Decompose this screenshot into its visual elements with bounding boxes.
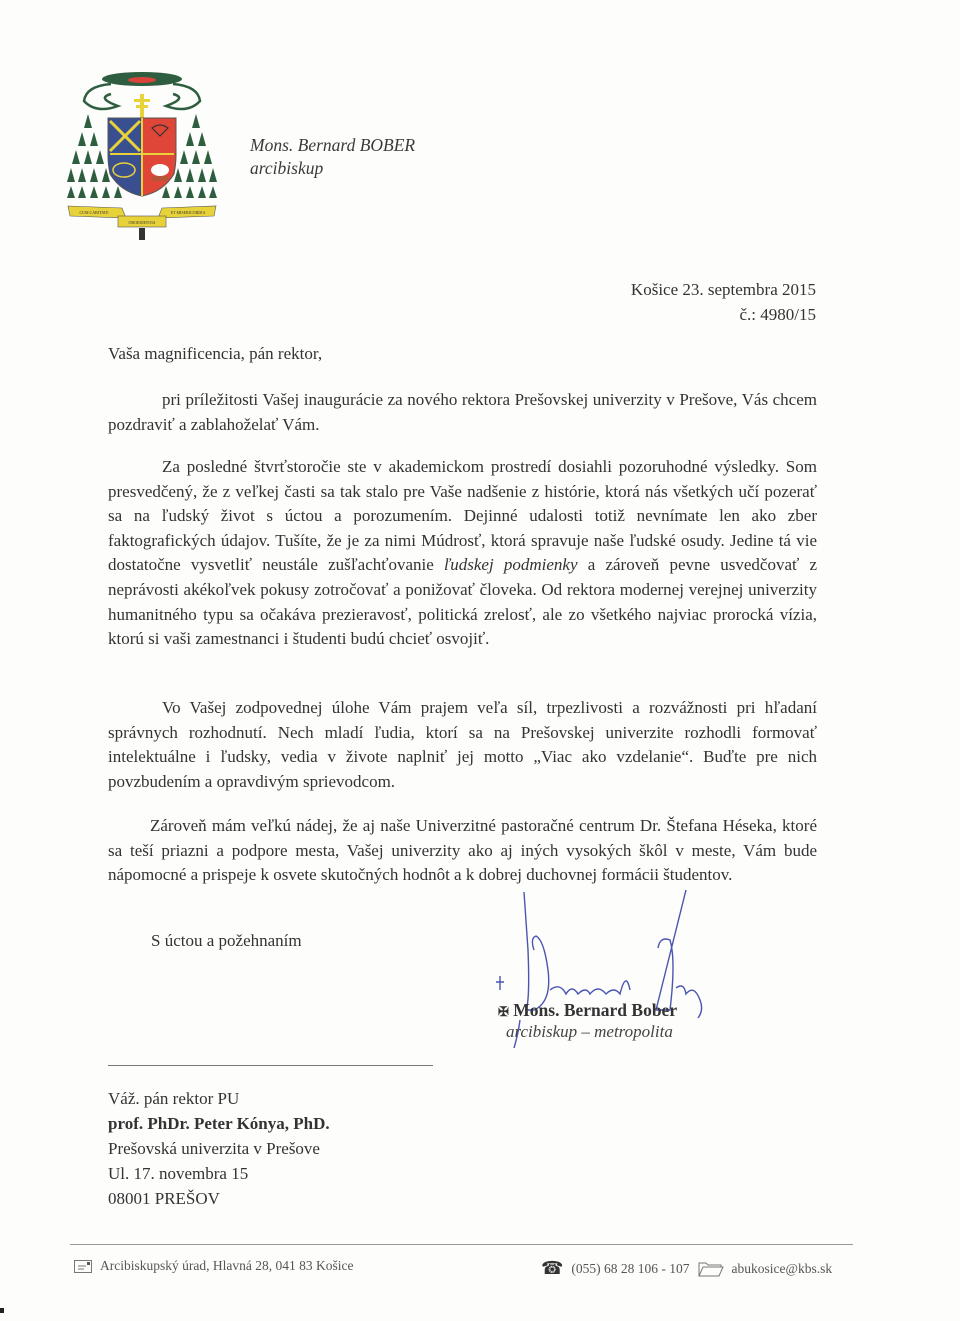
telephone-icon: ☎ <box>541 1258 564 1278</box>
letterhead-name: Mons. Bernard BOBER <box>250 135 416 155</box>
reference-number: č.: 4980/15 <box>739 305 816 324</box>
closing: S úctou a požehnaním <box>151 931 302 950</box>
coat-of-arms <box>66 66 218 244</box>
paragraph-3 <box>108 696 817 794</box>
svg-text:ET MISERICORDIA: ET MISERICORDIA <box>170 210 206 215</box>
svg-text:CUM CARITATE: CUM CARITATE <box>79 210 109 215</box>
salutation: Vaša magnificencia, pán rektor, <box>108 344 323 363</box>
paragraph-2 <box>108 455 817 652</box>
recipient-street: Ul. 17. novembra 15 <box>108 1164 249 1183</box>
recipient-city: 08001 PREŠOV <box>108 1189 220 1208</box>
signatory-name-text: Mons. Bernard Bober <box>513 1000 678 1020</box>
paragraph-text: Zároveň mám veľkú nádej, že aj naše Univerzitné pastoračné centrum Dr. Štefana Héseka, ktoré sa teší priazni a podpore mesta, Vašej univerzity ako aj iných vysokých škôl v meste, Vám bude nápomocné a prispeje k osvete skutočných hodnôt a k dobrej duchovnej formácii študentov. <box>108 816 817 885</box>
coat-of-arms-icon <box>66 66 218 244</box>
scan-artifact <box>0 1308 4 1313</box>
footer-email[interactable]: abukosice@kbs.sk <box>731 1260 833 1276</box>
footer-contact <box>541 1258 832 1279</box>
letterhead <box>250 134 415 180</box>
folder-icon <box>698 1261 724 1277</box>
paragraph-4 <box>108 814 817 888</box>
paragraph-text <box>108 455 817 652</box>
paragraph-text-part: Za posledné štvrťstoročie ste v akademickom prostredí dosiahli pozoruhodné výsledky. Som presvedčený, že z veľkej časti sa tak stalo pre Vaše nadšenie z histórie, ktorá nás všetkých učí pozerať sa na ľudský život s úctou a porozumením. Dejinné udalosti totiž nevnímate len ako zber faktografických údajov. Tušíte, že je za nimi Múdrosť, ktorá spravuje naše ľudské osudy. Jedine tá vie dostatočne vysvetliť neustále zušľachťovanie <box>108 457 817 575</box>
place-date: Košice 23. septembra 2015 <box>630 280 816 299</box>
envelope-icon <box>74 1260 92 1273</box>
recipient-address <box>108 1086 330 1211</box>
cross-icon: ✠ <box>498 1004 509 1019</box>
paragraph-1 <box>108 388 817 437</box>
paragraph-text: pri príležitosti Vašej inaugurácie za nového rektora Prešovskej univerzity v Prešove, Vás chcem pozdraviť a zablahoželať Vám. <box>108 390 817 434</box>
signatory-name <box>498 1000 677 1021</box>
signatory-title: arcibiskup – metropolita <box>506 1022 673 1041</box>
paragraph-text: Vo Vašej zodpovednej úlohe Vám prajem veľa síl, trpezlivosti a rozvážnosti pri hľadaní správnych rozhodnutí. Nech mladí ľudia, ktorí sa na Prešovskej univerzite rozhodli formovať intelektuálne i ľudsky, vedia v živote naplniť jej motto „Viac ako vzdelanie“. Buďte pre nich povzbudením a opravdivým sprievodcom. <box>108 698 817 791</box>
italic-phrase: ľudskej podmienky <box>444 555 578 575</box>
footer-address <box>74 1258 353 1274</box>
dateline <box>631 277 816 327</box>
svg-text:OBOEDIENTIA: OBOEDIENTIA <box>128 220 156 225</box>
recipient-institution: Prešovská univerzita v Prešove <box>108 1139 320 1158</box>
recipient-name: prof. PhDr. Peter Kónya, PhD. <box>108 1114 330 1133</box>
footer-phone: (055) 68 28 106 - 107 <box>571 1260 690 1276</box>
footer-divider <box>70 1244 853 1245</box>
recipient-salutation: Váž. pán rektor PU <box>108 1089 240 1108</box>
paragraph-text-part: a zároveň pevne usvedčovať z neprávosti akékoľvek pokusy zotročovať a ponižovať človeka. Od rektora modernej verejnej univerzity humanitného typu sa očakáva prezieravosť, politická zrelosť, ale zo všetkého najviac prorocká vízia, ktorú si vaši zamestnanci i študenti budú chcieť osvojiť. <box>108 555 818 649</box>
divider <box>108 1065 433 1066</box>
letterhead-title: arcibiskup <box>250 158 324 178</box>
footer-address-text: Arcibiskupský úrad, Hlavná 28, 041 83 Košice <box>100 1258 354 1273</box>
